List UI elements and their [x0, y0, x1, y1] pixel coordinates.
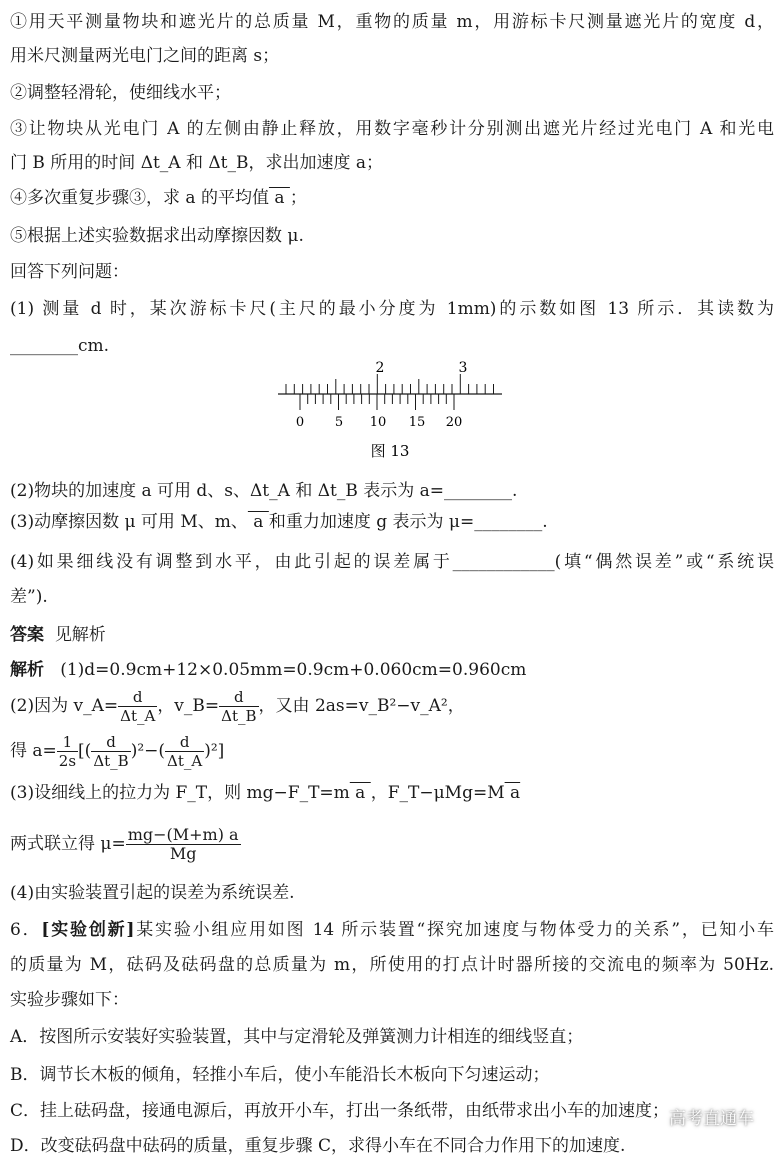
vernier-label-0: 0 — [295, 415, 305, 430]
step-1-line-2: 用米尺测量两光电门之间的距离 s； — [10, 46, 280, 66]
question-4-line-2: 差”). — [10, 587, 48, 607]
vernier-label-20: 20 — [445, 415, 463, 430]
mean-a-symbol: a — [504, 783, 521, 803]
step-B: B．调节长木板的倾角，轻推小车后，使小车能沿长木板向下匀速运动； — [10, 1065, 550, 1085]
step-A: A．按图所示安装好实验装置，其中与定滑轮及弹簧测力计相连的细线竖直； — [10, 1027, 584, 1047]
fraction-1-over-2s: $\frac{1}{2s}$ — [58, 733, 77, 770]
question-4-line-1: (4)如果细线没有调整到水平，由此引起的误差属于____________(填“偶然误差”或“系统误 — [10, 552, 774, 572]
figure-caption: 图 13 — [370, 442, 410, 460]
a2-end: ，又由 2as=v_B²−v_A²， — [258, 696, 465, 716]
question-2: (2)物块的加速度 a 可用 d、s、Δt_A 和 Δt_B 表示为 a=________. — [10, 481, 518, 501]
step-D: D．改变砝码盘中砝码的质量，重复步骤 C，求得小车在不同合力作用下的加速度. — [10, 1136, 626, 1156]
prompt: 回答下列问题： — [10, 262, 129, 282]
analysis-label: 解析 — [10, 660, 44, 680]
vernier-caliper-figure — [270, 356, 510, 466]
analysis-part-1: (1)d=0.9cm+12×0.05mm=0.9cm+0.060cm=0.960cm — [60, 660, 527, 680]
main-scale-ticks — [286, 374, 494, 394]
analysis-part-3 — [10, 780, 774, 806]
step-4 — [10, 185, 774, 211]
problem-6-line-3: 实验步骤如下： — [10, 990, 129, 1010]
step-4-end: ； — [289, 188, 307, 208]
watermark: 高考直通车 — [669, 1109, 754, 1129]
fraction-d-over-dtB: $\frac{d}{\Delta t\_B}$ — [93, 733, 129, 770]
fraction-mu: $\frac{mg-(M+m) a}{Mg}$ — [127, 825, 239, 863]
mean-a-symbol: a — [268, 188, 290, 208]
step-2: ②调整轻滑轮，使细线水平； — [10, 83, 231, 103]
vernier-label-5: 5 — [334, 415, 344, 430]
a3b-text: 两式联立得 μ= — [10, 834, 126, 854]
question-3-end: 和重力加速度 g 表示为 μ=________. — [268, 512, 548, 532]
step-4-text: ④多次重复步骤③，求 a 的平均值 — [10, 188, 269, 208]
main-label-2: 2 — [375, 360, 385, 376]
question-1-line-1: (1) 测量 d 时，某次游标卡尺(主尺的最小分度为 1mm)的示数如图 13 所示．其读数为 — [10, 299, 774, 319]
analysis-part-2 — [10, 686, 774, 726]
vernier-scale-ticks — [300, 394, 454, 410]
problem-number: 6． — [10, 920, 42, 940]
answer-line — [10, 622, 774, 648]
analysis-part-2-result: 得 a= $\frac{1}{2s}$ [( $\frac{d}{\Delta t\_B}$ )²−( $\frac{d}{\Delta t\_A}$ )²] — [10, 733, 225, 770]
a3-text: (3)设细线上的拉力为 F_T，则 mg−F_T=m — [10, 783, 350, 803]
problem-6-line-1 — [10, 917, 774, 943]
problem-6-line-2: 的质量为 M，砝码及砝码盘的总质量为 m，所使用的打点计时器所接的交流电的频率为 50Hz. — [10, 955, 774, 975]
question-1-line-2: ________cm. — [10, 336, 110, 356]
vernier-label-15: 15 — [408, 415, 426, 430]
step-C: C．挂上砝码盘，接通电源后，再放开小车，打出一条纸带，由纸带求出小车的加速度； — [10, 1101, 670, 1121]
question-3 — [10, 509, 774, 535]
main-label-3: 3 — [458, 360, 468, 376]
fraction-d-over-dtA: $\frac{d}{\Delta t\_A}$ — [167, 733, 203, 770]
vernier-label-10: 10 — [369, 415, 387, 430]
mean-a-symbol: a — [349, 783, 371, 803]
fraction-d-over-dtA: $\frac{d}{\Delta t\_A}$ — [120, 688, 156, 725]
answer-text: 见解析 — [54, 625, 106, 645]
a2b-text: 得 a= — [10, 741, 57, 761]
problem-6-text: 某实验小组应用如图 14 所示装置“探究加速度与物体受力的关系”，已知小车 — [134, 920, 774, 940]
analysis-part-3-result — [10, 820, 774, 868]
mean-a-symbol: a — [247, 512, 269, 532]
analysis-part-4: (4)由实验装置引起的误差为系统误差. — [10, 883, 295, 903]
step-3-line-2: 门 B 所用的时间 Δt_A 和 Δt_B，求出加速度 a； — [10, 153, 384, 173]
question-3-text: (3)动摩擦因数 μ 可用 M、m、 — [10, 512, 248, 532]
answer-label: 答案 — [10, 625, 44, 645]
a2-text: (2)因为 v_A= — [10, 696, 119, 716]
a2-mid: ，v_B= — [157, 696, 220, 716]
fraction-d-over-dtB: $\frac{d}{\Delta t\_B}$ — [221, 688, 257, 725]
problem-tag: [实验创新] — [41, 920, 135, 940]
analysis-line-1 — [10, 657, 774, 683]
step-3-line-1: ③让物块从光电门 A 的左侧由静止释放，用数字毫秒计分别测出遮光片经过光电门 A 和光电 — [10, 119, 774, 139]
step-5: ⑤根据上述实验数据求出动摩擦因数 μ. — [10, 226, 304, 246]
a3-mid: ，F_T−μMg=M — [370, 783, 505, 803]
step-1-line-1: ①用天平测量物块和遮光片的总质量 M，重物的质量 m，用游标卡尺测量遮光片的宽度 d， — [10, 12, 774, 32]
